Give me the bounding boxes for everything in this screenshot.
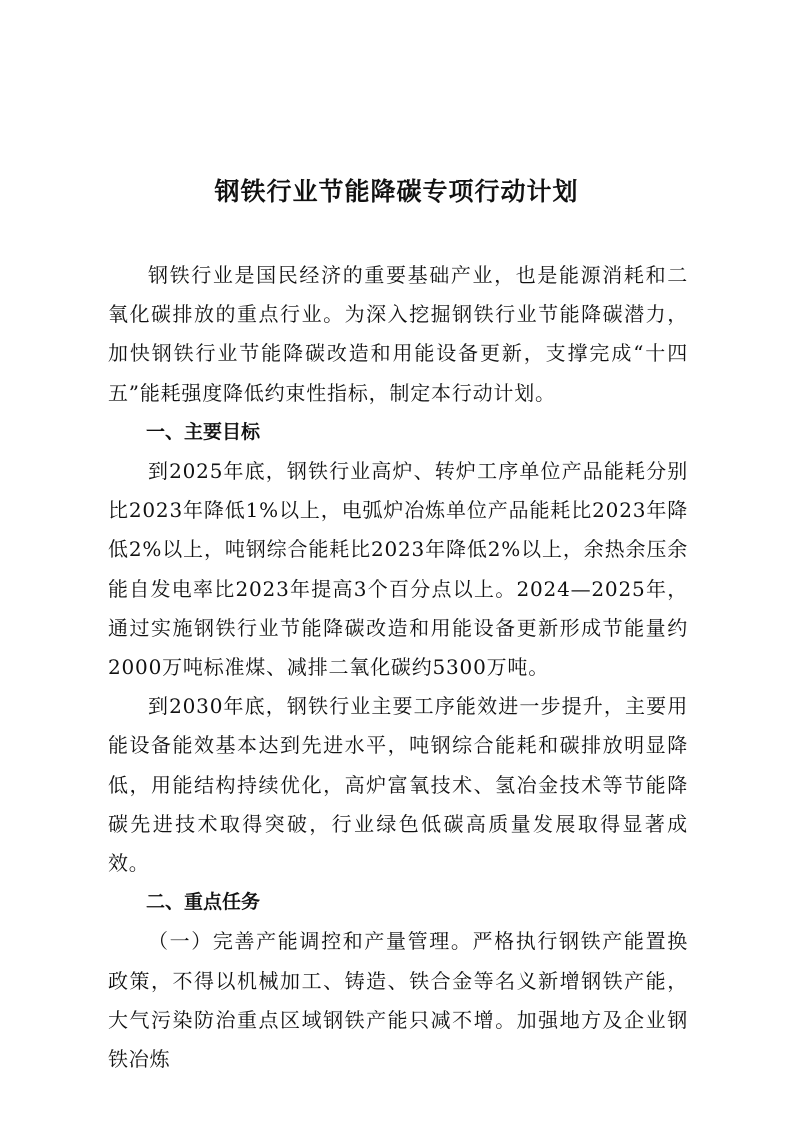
section-heading-key-tasks: 二、重点任务 bbox=[146, 891, 261, 914]
document-title: 钢铁行业节能降碳专项行动计划 bbox=[214, 177, 579, 206]
document-body bbox=[108, 256, 688, 1079]
section-heading-main-goals: 一、主要目标 bbox=[146, 420, 261, 443]
intro-paragraph: 钢铁行业是国民经济的重要基础产业，也是能源消耗和二氧化碳排放的重点行业。为深入挖掘钢铁行业节能降碳潜力，加快钢铁行业节能降碳改造和用能设备更新，支撑完成“十四五”能耗强度降低约束性指标，制定本行动计划。 bbox=[108, 263, 688, 405]
task-paragraph-capacity: （一）完善产能调控和产量管理。严格执行钢铁产能置换政策，不得以机械加工、铸造、铁合金等名义新增钢铁产能，大气污染防治重点区域钢铁产能只减不增。加强地方及企业钢铁冶炼 bbox=[108, 929, 688, 1072]
goals-paragraph-2030: 到2030年底，钢铁行业主要工序能效进一步提升，主要用能设备能效基本达到先进水平，吨钢综合能耗和碳排放明显降低，用能结构持续优化，高炉富氧技术、氢冶金技术等节能降碳先进技术取得突破，行业绿色低碳高质量发展取得显著成效。 bbox=[108, 694, 688, 876]
goals-paragraph-2025: 到2025年底，钢铁行业高炉、转炉工序单位产品能耗分别比2023年降低1%以上，电弧炉冶炼单位产品能耗比2023年降低2%以上，吨钢综合能耗比2023年降低2%以上，余热余压余能自发电率比2023年提高3个百分点以上。2024—2025年，通过实施钢铁行业节能降碳改造和用能设备更新形成节能量约2000万吨标准煤、减排二氧化碳约5300万吨。 bbox=[108, 459, 688, 680]
